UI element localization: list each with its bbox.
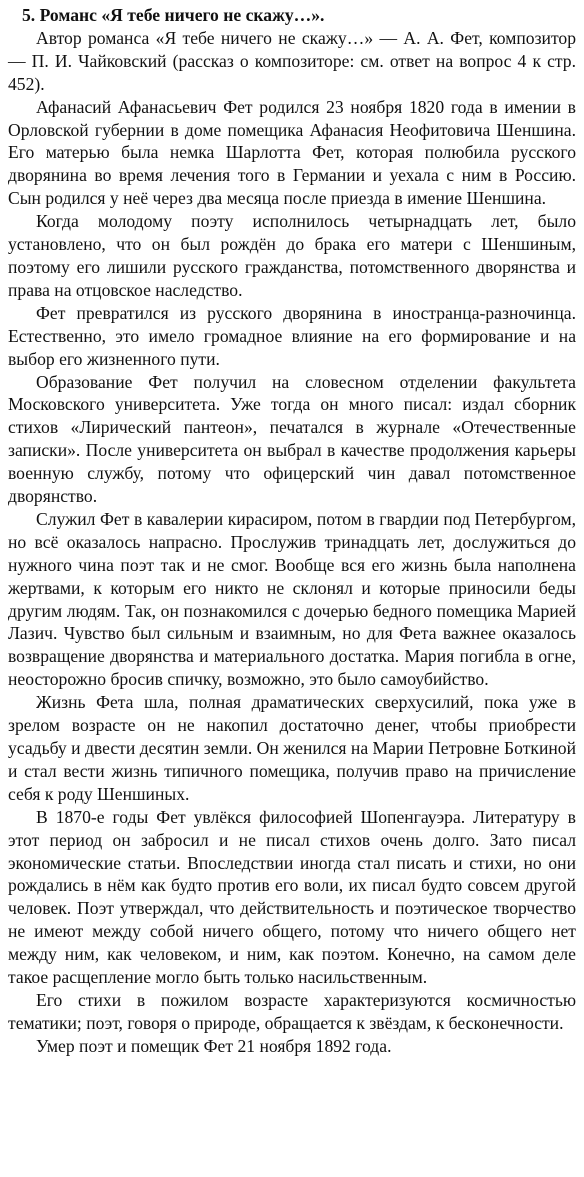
- paragraph-military-service: Служил Фет в кавалерии кирасиром, потом в гвардии под Петербургом, но всё оказалось напрасно. Прослужив тринадцать лет, дослужиться до нужного чина поэт так и не смог. Вообще вся его жизнь была наполнена жертвами, к которым его никто не склонял и которые приносили беды другим людям. Так, он познакомился с дочерью бедного помещика Марией Лазич. Чувство был сильным и взаимным, но для Фета важнее оказалось возвращение дворянства и материального достатка. Мария погибла в огне, неосторожно бросив спичку, возможно, это было самоубийство.: [8, 508, 576, 690]
- paragraph-marriage: Жизнь Фета шла, полная драматических сверхусилий, пока уже в зрелом возрасте он не накопил достаточно денег, чтобы приобрести усадьбу и двести десятин земли. Он женился на Марии Петровне Боткиной и стал вести жизнь типичного помещика, получив право на причисление себя к роду Шеншиных.: [8, 692, 576, 804]
- paragraph-education: Образование Фет получил на словесном отделении факультета Московского университета. Уже тогда он много писал: издал сборник стихов «Лирический пантеон», печатался в журнале «Отечественные записки». После университета он выбрал в качестве продолжения карьеры военную службу, потому что офицерский чин давал потомственное дворянство.: [8, 371, 576, 507]
- paragraph-birth: Афанасий Афанасьевич Фет родился 23 ноября 1820 года в имении в Орловской губернии в доме помещика Афанасия Неофитовича Шеншина. Его матерью была немка Шарлотта Фет, которая полюбила русского дворянина во время лечения того в Германии и уехала с ним в Россию. Сын родился у неё через два месяца после приезда в имение Шеншина.: [8, 96, 576, 209]
- paragraph-late-poetry: Его стихи в пожилом возрасте характеризуются космичностью тематики; поэт, говоря о природе, обращается к звёздам, к бесконечности.: [8, 989, 576, 1033]
- paragraph-death: Умер поэт и помещик Фет 21 ноября 1892 года.: [36, 1035, 392, 1056]
- paragraph-composer: Автор романса «Я тебе ничего не скажу…» — А. А. Фет, композитор — П. И. Чайковский (рассказ о композиторе: см. ответ на вопрос 4 к стр. 452).: [8, 27, 576, 94]
- paragraph-raznochinets: Фет превратился из русского дворянина в иностранца-разночинца. Естественно, это имело громадное влияние на его формирование и на выбор его жизненного пути.: [8, 302, 576, 369]
- paragraph-citizenship: Когда молодому поэту исполнилось четырнадцать лет, было установлено, что он был рождён до брака его матери с Шеншиным, поэтому его лишили русского гражданства, потомственного дворянства и права на отцовское наследство.: [8, 211, 576, 300]
- paragraph-philosophy: В 1870-е годы Фет увлёкся философией Шопенгауэра. Литературу в этот период он забросил и не писал стихов очень долго. Зато писал экономические статьи. Впоследствии иногда стал писать и стихи, но они рождались в нём как будто против его воли, их писал будто совсем другой человек. Поэт утверждал, что действительность и поэтическое творчество не имеют между собой ничего общего, потому что ничего общего нет между ним, как человеком, и ним, как поэтом. Конечно, на самом деле такое расщепление могло быть только насильственным.: [8, 806, 576, 988]
- section-heading: 5. Романс «Я тебе ничего не скажу…».: [22, 5, 325, 25]
